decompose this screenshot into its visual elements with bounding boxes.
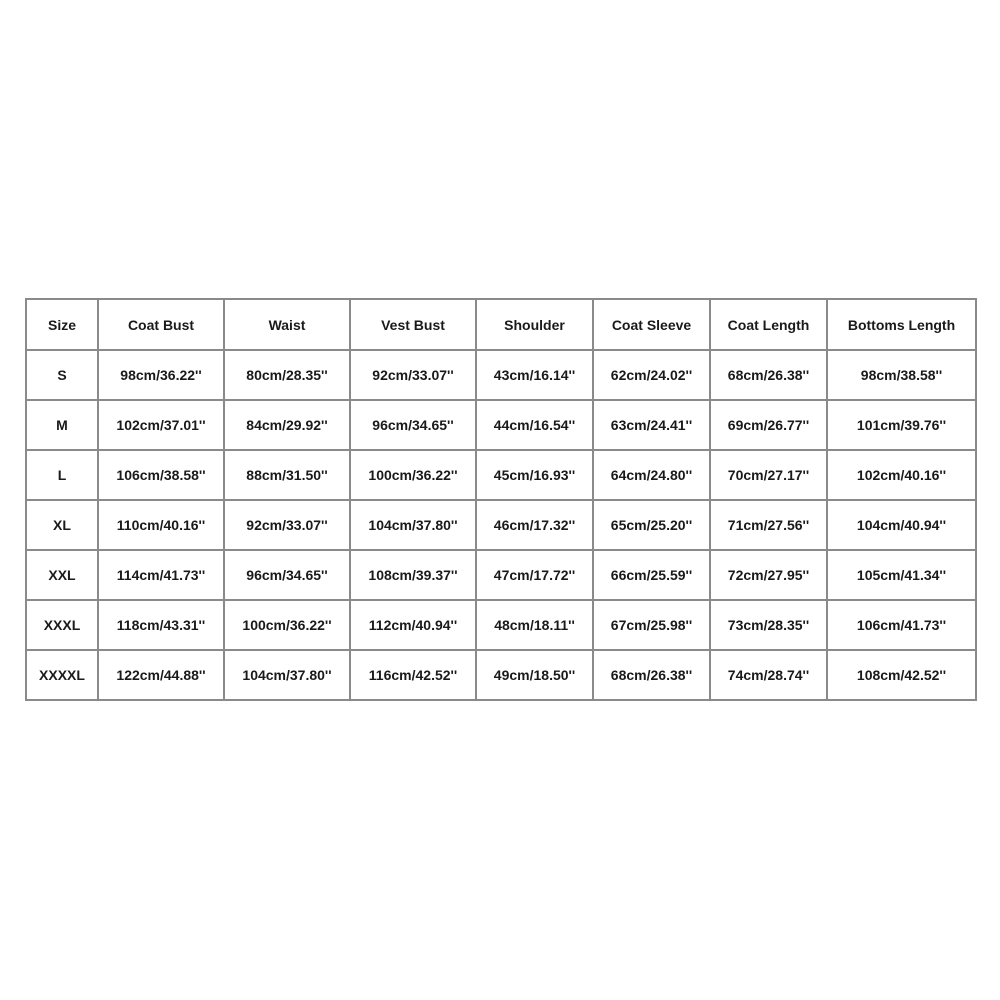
header-coat-length: Coat Length bbox=[710, 299, 827, 350]
coat-bust-cell: 110cm/40.16'' bbox=[98, 500, 224, 550]
table-row bbox=[26, 450, 976, 500]
header-bottoms-length: Bottoms Length bbox=[827, 299, 976, 350]
size-cell: XXL bbox=[26, 550, 98, 600]
vest-bust-cell: 100cm/36.22'' bbox=[350, 450, 476, 500]
size-cell: L bbox=[26, 450, 98, 500]
coat-length-cell: 70cm/27.17'' bbox=[710, 450, 827, 500]
coat-bust-cell: 114cm/41.73'' bbox=[98, 550, 224, 600]
vest-bust-cell: 104cm/37.80'' bbox=[350, 500, 476, 550]
coat-bust-cell: 122cm/44.88'' bbox=[98, 650, 224, 700]
bottoms-length-cell: 105cm/41.34'' bbox=[827, 550, 976, 600]
coat-length-cell: 68cm/26.38'' bbox=[710, 350, 827, 400]
bottoms-length-cell: 104cm/40.94'' bbox=[827, 500, 976, 550]
vest-bust-cell: 116cm/42.52'' bbox=[350, 650, 476, 700]
coat-sleeve-cell: 68cm/26.38'' bbox=[593, 650, 710, 700]
waist-cell: 92cm/33.07'' bbox=[224, 500, 350, 550]
header-vest-bust: Vest Bust bbox=[350, 299, 476, 350]
waist-cell: 84cm/29.92'' bbox=[224, 400, 350, 450]
header-shoulder: Shoulder bbox=[476, 299, 593, 350]
header-coat-bust: Coat Bust bbox=[98, 299, 224, 350]
size-chart-header bbox=[26, 299, 976, 350]
vest-bust-cell: 112cm/40.94'' bbox=[350, 600, 476, 650]
coat-bust-cell: 118cm/43.31'' bbox=[98, 600, 224, 650]
coat-bust-cell: 98cm/36.22'' bbox=[98, 350, 224, 400]
size-cell: M bbox=[26, 400, 98, 450]
shoulder-cell: 43cm/16.14'' bbox=[476, 350, 593, 400]
vest-bust-cell: 96cm/34.65'' bbox=[350, 400, 476, 450]
waist-cell: 100cm/36.22'' bbox=[224, 600, 350, 650]
coat-sleeve-cell: 67cm/25.98'' bbox=[593, 600, 710, 650]
waist-cell: 88cm/31.50'' bbox=[224, 450, 350, 500]
coat-length-cell: 71cm/27.56'' bbox=[710, 500, 827, 550]
coat-sleeve-cell: 65cm/25.20'' bbox=[593, 500, 710, 550]
size-cell: XL bbox=[26, 500, 98, 550]
size-cell: S bbox=[26, 350, 98, 400]
bottoms-length-cell: 108cm/42.52'' bbox=[827, 650, 976, 700]
size-cell: XXXXL bbox=[26, 650, 98, 700]
table-row bbox=[26, 350, 976, 400]
header-waist: Waist bbox=[224, 299, 350, 350]
shoulder-cell: 47cm/17.72'' bbox=[476, 550, 593, 600]
table-row bbox=[26, 550, 976, 600]
vest-bust-cell: 92cm/33.07'' bbox=[350, 350, 476, 400]
shoulder-cell: 49cm/18.50'' bbox=[476, 650, 593, 700]
table-row bbox=[26, 400, 976, 450]
size-chart-body bbox=[26, 350, 976, 700]
vest-bust-cell: 108cm/39.37'' bbox=[350, 550, 476, 600]
table-row bbox=[26, 650, 976, 700]
shoulder-cell: 45cm/16.93'' bbox=[476, 450, 593, 500]
coat-length-cell: 74cm/28.74'' bbox=[710, 650, 827, 700]
bottoms-length-cell: 106cm/41.73'' bbox=[827, 600, 976, 650]
bottoms-length-cell: 102cm/40.16'' bbox=[827, 450, 976, 500]
header-size: Size bbox=[26, 299, 98, 350]
coat-sleeve-cell: 62cm/24.02'' bbox=[593, 350, 710, 400]
waist-cell: 80cm/28.35'' bbox=[224, 350, 350, 400]
waist-cell: 104cm/37.80'' bbox=[224, 650, 350, 700]
shoulder-cell: 48cm/18.11'' bbox=[476, 600, 593, 650]
shoulder-cell: 46cm/17.32'' bbox=[476, 500, 593, 550]
coat-length-cell: 73cm/28.35'' bbox=[710, 600, 827, 650]
table-row bbox=[26, 500, 976, 550]
coat-sleeve-cell: 66cm/25.59'' bbox=[593, 550, 710, 600]
size-cell: XXXL bbox=[26, 600, 98, 650]
header-coat-sleeve: Coat Sleeve bbox=[593, 299, 710, 350]
coat-length-cell: 69cm/26.77'' bbox=[710, 400, 827, 450]
waist-cell: 96cm/34.65'' bbox=[224, 550, 350, 600]
coat-sleeve-cell: 64cm/24.80'' bbox=[593, 450, 710, 500]
coat-bust-cell: 102cm/37.01'' bbox=[98, 400, 224, 450]
bottoms-length-cell: 101cm/39.76'' bbox=[827, 400, 976, 450]
table-row bbox=[26, 600, 976, 650]
coat-length-cell: 72cm/27.95'' bbox=[710, 550, 827, 600]
bottoms-length-cell: 98cm/38.58'' bbox=[827, 350, 976, 400]
coat-sleeve-cell: 63cm/24.41'' bbox=[593, 400, 710, 450]
coat-bust-cell: 106cm/38.58'' bbox=[98, 450, 224, 500]
size-chart-table bbox=[25, 298, 977, 701]
header-row bbox=[26, 299, 976, 350]
shoulder-cell: 44cm/16.54'' bbox=[476, 400, 593, 450]
